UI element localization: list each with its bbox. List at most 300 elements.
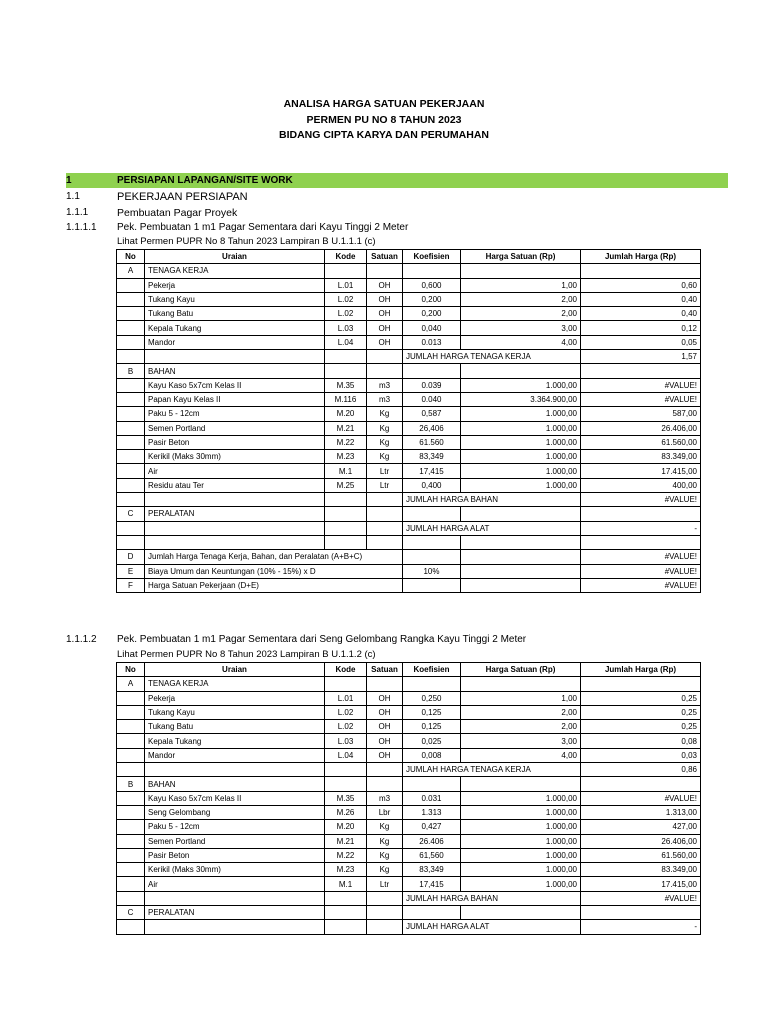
cell-kode: M.22 xyxy=(325,848,367,862)
cell-no xyxy=(117,478,145,492)
col-header-uraian: Uraian xyxy=(145,250,325,264)
cell-harga-satuan xyxy=(461,777,581,791)
cell-jumlah-harga: 0,25 xyxy=(581,691,701,705)
table-row xyxy=(117,877,701,891)
cell-satuan: OH xyxy=(367,335,403,349)
cell-uraian: Pasir Beton xyxy=(145,848,325,862)
cell-jumlah-harga: 17.415,00 xyxy=(581,877,701,891)
cell-koefisien: 0.013 xyxy=(403,335,461,349)
cell-jumlah-harga: #VALUE! xyxy=(581,791,701,805)
table-row xyxy=(117,891,701,905)
cell-satuan xyxy=(367,891,403,905)
cell-koefisien xyxy=(403,677,461,691)
cell-kode xyxy=(325,350,367,364)
section-1-1-number: 1.1 xyxy=(66,191,80,202)
cell-no xyxy=(117,805,145,819)
cell-uraian: Kepala Tukang xyxy=(145,734,325,748)
cell-no xyxy=(117,791,145,805)
col-header-no: No xyxy=(117,250,145,264)
table-row xyxy=(117,906,701,920)
table-row xyxy=(117,691,701,705)
cell-no xyxy=(117,435,145,449)
table-row xyxy=(117,920,701,934)
col-header-no: No xyxy=(117,663,145,677)
cell-koefisien: 0.039 xyxy=(403,378,461,392)
cell-kode: M.21 xyxy=(325,834,367,848)
cell-no xyxy=(117,691,145,705)
table-row xyxy=(117,292,701,306)
cell-kode xyxy=(325,521,367,535)
cell-uraian: Mandor xyxy=(145,748,325,762)
cell-no: F xyxy=(117,578,145,592)
table-row xyxy=(117,450,701,464)
cell-uraian: Kayu Kaso 5x7cm Kelas II xyxy=(145,791,325,805)
cell-kode xyxy=(325,777,367,791)
cell-no xyxy=(117,278,145,292)
cell-jumlah-harga: 1,57 xyxy=(581,350,701,364)
table-row xyxy=(117,677,701,691)
document-title-block xyxy=(0,97,768,144)
cell-uraian: TENAGA KERJA xyxy=(145,264,325,278)
cell-harga-satuan: 1.000,00 xyxy=(461,450,581,464)
cell-koefisien xyxy=(403,578,461,592)
cell-no xyxy=(117,877,145,891)
cell-satuan: m3 xyxy=(367,392,403,406)
cell-no xyxy=(117,521,145,535)
cell-jumlah-harga: 26.406,00 xyxy=(581,421,701,435)
cell-no xyxy=(117,834,145,848)
table-row xyxy=(117,478,701,492)
cell-jumlah-harga: 0,40 xyxy=(581,307,701,321)
cell-uraian: Semen Portland xyxy=(145,834,325,848)
document-subtitle-regulation: PERMEN PU NO 8 TAHUN 2023 xyxy=(306,113,462,126)
cell-koefisien: JUMLAH HARGA TENAGA KERJA xyxy=(403,350,581,364)
table-row xyxy=(117,421,701,435)
cell-harga-satuan: 4,00 xyxy=(461,748,581,762)
cell-uraian xyxy=(145,920,325,934)
cell-uraian: Pasir Beton xyxy=(145,435,325,449)
cell-koefisien: 1.313 xyxy=(403,805,461,819)
cell-kode: M.35 xyxy=(325,791,367,805)
col-header-jumlah-harga: Jumlah Harga (Rp) xyxy=(581,250,701,264)
cell-kode: L.04 xyxy=(325,335,367,349)
table-row xyxy=(117,720,701,734)
cell-satuan: OH xyxy=(367,691,403,705)
cell-uraian xyxy=(145,763,325,777)
cell-satuan xyxy=(367,906,403,920)
table-row xyxy=(117,435,701,449)
cell-satuan: Lbr xyxy=(367,805,403,819)
col-header-satuan: Satuan xyxy=(367,663,403,677)
cell-kode xyxy=(325,535,367,549)
cell-harga-satuan: 1.000,00 xyxy=(461,834,581,848)
cell-uraian: Mandor xyxy=(145,335,325,349)
cell-satuan xyxy=(367,920,403,934)
cell-koefisien: 10% xyxy=(403,564,461,578)
cell-satuan xyxy=(367,535,403,549)
cell-uraian: Tukang Kayu xyxy=(145,705,325,719)
cell-jumlah-harga: 0,03 xyxy=(581,748,701,762)
cell-harga-satuan xyxy=(461,578,581,592)
work-1-number: 1.1.1.1 xyxy=(66,222,97,233)
cell-satuan: Kg xyxy=(367,834,403,848)
cell-koefisien: JUMLAH HARGA ALAT xyxy=(403,920,581,934)
cell-no: E xyxy=(117,564,145,578)
document-subtitle-field: BIDANG CIPTA KARYA DAN PERUMAHAN xyxy=(278,129,489,141)
table-row xyxy=(117,805,701,819)
cell-koefisien: 0,427 xyxy=(403,820,461,834)
cell-no xyxy=(117,763,145,777)
cell-koefisien: 26.406 xyxy=(403,834,461,848)
cell-harga-satuan: 2,00 xyxy=(461,720,581,734)
cell-satuan: Kg xyxy=(367,848,403,862)
section-1-header xyxy=(66,173,728,188)
cell-satuan xyxy=(367,763,403,777)
cell-koefisien: 0.031 xyxy=(403,791,461,805)
cell-no: C xyxy=(117,507,145,521)
cell-satuan: m3 xyxy=(367,378,403,392)
cell-harga-satuan xyxy=(461,264,581,278)
cell-harga-satuan: 1.000,00 xyxy=(461,407,581,421)
section-1-1-title: PEKERJAAN PERSIAPAN xyxy=(117,191,248,203)
section-1-1-1-number: 1.1.1 xyxy=(66,207,89,218)
cell-uraian: Kepala Tukang xyxy=(145,321,325,335)
cell-uraian: Tukang Kayu xyxy=(145,292,325,306)
document-title: ANALISA HARGA SATUAN PEKERJAAN xyxy=(283,98,485,110)
table-row xyxy=(117,578,701,592)
cell-uraian xyxy=(145,521,325,535)
cell-harga-satuan: 1.000,00 xyxy=(461,421,581,435)
col-header-kode: Kode xyxy=(325,663,367,677)
cell-koefisien: 0,125 xyxy=(403,705,461,719)
cell-uraian: PERALATAN xyxy=(145,906,325,920)
cell-jumlah-harga xyxy=(581,535,701,549)
col-header-harga-satuan: Harga Satuan (Rp) xyxy=(461,663,581,677)
table-row xyxy=(117,407,701,421)
cell-kode xyxy=(325,763,367,777)
cell-jumlah-harga: 17.415,00 xyxy=(581,464,701,478)
cell-satuan: Kg xyxy=(367,435,403,449)
cell-jumlah-harga xyxy=(581,677,701,691)
cell-koefisien xyxy=(403,906,461,920)
cell-no xyxy=(117,705,145,719)
cell-no xyxy=(117,920,145,934)
col-header-satuan: Satuan xyxy=(367,250,403,264)
work-2-number: 1.1.1.2 xyxy=(66,634,97,645)
cell-satuan: Kg xyxy=(367,421,403,435)
cell-no xyxy=(117,407,145,421)
cell-harga-satuan: 3.364.900,00 xyxy=(461,392,581,406)
cell-uraian: Air xyxy=(145,464,325,478)
cell-koefisien: 0,040 xyxy=(403,321,461,335)
cell-no xyxy=(117,891,145,905)
cell-koefisien: 83,349 xyxy=(403,450,461,464)
table-row xyxy=(117,493,701,507)
cell-jumlah-harga xyxy=(581,364,701,378)
cell-koefisien xyxy=(403,550,461,564)
cell-koefisien: 17,415 xyxy=(403,877,461,891)
cell-harga-satuan: 1.000,00 xyxy=(461,791,581,805)
cell-uraian xyxy=(145,891,325,905)
table-row xyxy=(117,791,701,805)
cell-harga-satuan: 1.000,00 xyxy=(461,378,581,392)
cell-koefisien xyxy=(403,777,461,791)
cell-kode: M.25 xyxy=(325,478,367,492)
table-row xyxy=(117,392,701,406)
cell-harga-satuan: 1.000,00 xyxy=(461,848,581,862)
cell-harga-satuan xyxy=(461,677,581,691)
cell-harga-satuan: 2,00 xyxy=(461,307,581,321)
col-header-harga-satuan: Harga Satuan (Rp) xyxy=(461,250,581,264)
cell-jumlah-harga: 1.313,00 xyxy=(581,805,701,819)
cell-jumlah-harga: 0,25 xyxy=(581,720,701,734)
cell-koefisien: 0,200 xyxy=(403,307,461,321)
cell-uraian: Paku 5 - 12cm xyxy=(145,820,325,834)
table-row xyxy=(117,834,701,848)
table-row xyxy=(117,564,701,578)
cell-no xyxy=(117,321,145,335)
cell-kode: L.03 xyxy=(325,734,367,748)
cell-harga-satuan: 1,00 xyxy=(461,278,581,292)
cell-uraian: BAHAN xyxy=(145,364,325,378)
cell-jumlah-harga: #VALUE! xyxy=(581,493,701,507)
col-header-uraian: Uraian xyxy=(145,663,325,677)
cell-koefisien: 0,587 xyxy=(403,407,461,421)
cell-satuan: OH xyxy=(367,748,403,762)
cell-jumlah-harga: #VALUE! xyxy=(581,392,701,406)
cell-kode xyxy=(325,507,367,521)
cell-no: C xyxy=(117,906,145,920)
section-1-title: PERSIAPAN LAPANGAN/SITE WORK xyxy=(117,175,293,186)
work-1-reference: Lihat Permen PUPR No 8 Tahun 2023 Lampiran B U.1.1.1 (c) xyxy=(117,236,376,247)
cell-no: B xyxy=(117,364,145,378)
cell-no: D xyxy=(117,550,145,564)
cell-uraian: BAHAN xyxy=(145,777,325,791)
cell-kode: M.20 xyxy=(325,407,367,421)
cell-jumlah-harga: #VALUE! xyxy=(581,378,701,392)
cell-jumlah-harga: #VALUE! xyxy=(581,550,701,564)
cell-jumlah-harga: 0,60 xyxy=(581,278,701,292)
cell-harga-satuan: 2,00 xyxy=(461,705,581,719)
table-row xyxy=(117,820,701,834)
table-row xyxy=(117,705,701,719)
cell-kode: M.21 xyxy=(325,421,367,435)
cell-kode xyxy=(325,891,367,905)
cell-kode xyxy=(325,364,367,378)
cell-uraian: Kerikil (Maks 30mm) xyxy=(145,450,325,464)
cell-no: A xyxy=(117,677,145,691)
cell-jumlah-harga xyxy=(581,906,701,920)
cell-kode xyxy=(325,677,367,691)
work-1-title: Pek. Pembuatan 1 m1 Pagar Sementara dari Kayu Tinggi 2 Meter xyxy=(117,222,409,233)
cell-uraian xyxy=(145,493,325,507)
cell-jumlah-harga: 0,86 xyxy=(581,763,701,777)
cell-jumlah-harga xyxy=(581,777,701,791)
cell-harga-satuan: 1.000,00 xyxy=(461,435,581,449)
cell-kode: L.04 xyxy=(325,748,367,762)
cell-satuan xyxy=(367,677,403,691)
cell-kode: M.23 xyxy=(325,450,367,464)
cell-satuan: OH xyxy=(367,307,403,321)
cell-koefisien: 83,349 xyxy=(403,863,461,877)
cell-koefisien: JUMLAH HARGA TENAGA KERJA xyxy=(403,763,581,777)
cell-no: B xyxy=(117,777,145,791)
cell-harga-satuan xyxy=(461,535,581,549)
cell-koefisien: 0,125 xyxy=(403,720,461,734)
cell-koefisien: JUMLAH HARGA ALAT xyxy=(403,521,581,535)
cell-jumlah-harga: 0,05 xyxy=(581,335,701,349)
cell-harga-satuan: 4,00 xyxy=(461,335,581,349)
table-row xyxy=(117,464,701,478)
cell-kode: L.01 xyxy=(325,691,367,705)
cell-harga-satuan xyxy=(461,507,581,521)
cell-kode: L.02 xyxy=(325,307,367,321)
cell-jumlah-harga: 400,00 xyxy=(581,478,701,492)
cell-satuan: Kg xyxy=(367,450,403,464)
cell-uraian xyxy=(145,350,325,364)
cell-uraian: Pekerja xyxy=(145,691,325,705)
cell-satuan: Ltr xyxy=(367,464,403,478)
cell-kode xyxy=(325,264,367,278)
table-row xyxy=(117,734,701,748)
cell-harga-satuan: 3,00 xyxy=(461,734,581,748)
table-row xyxy=(117,521,701,535)
cell-jumlah-harga: 0,08 xyxy=(581,734,701,748)
table-row xyxy=(117,535,701,549)
cell-uraian: Tukang Batu xyxy=(145,307,325,321)
cell-no xyxy=(117,748,145,762)
table-row xyxy=(117,364,701,378)
cell-uraian: PERALATAN xyxy=(145,507,325,521)
table-header-row xyxy=(117,250,701,264)
cell-satuan: OH xyxy=(367,321,403,335)
cell-uraian: Tukang Batu xyxy=(145,720,325,734)
cell-jumlah-harga: #VALUE! xyxy=(581,891,701,905)
cell-harga-satuan: 1,00 xyxy=(461,691,581,705)
table-row xyxy=(117,350,701,364)
cell-uraian: Jumlah Harga Tenaga Kerja, Bahan, dan Peralatan (A+B+C) xyxy=(145,550,403,564)
cell-harga-satuan: 1.000,00 xyxy=(461,805,581,819)
cell-kode: M.1 xyxy=(325,877,367,891)
cell-no xyxy=(117,378,145,392)
table-row xyxy=(117,763,701,777)
cell-harga-satuan xyxy=(461,906,581,920)
table-row xyxy=(117,278,701,292)
work-2-title: Pek. Pembuatan 1 m1 Pagar Sementara dari Seng Gelombang Rangka Kayu Tinggi 2 Meter xyxy=(117,634,527,645)
cell-kode: L.02 xyxy=(325,292,367,306)
cell-satuan xyxy=(367,521,403,535)
cell-koefisien xyxy=(403,507,461,521)
table-row xyxy=(117,550,701,564)
cell-kode: M.23 xyxy=(325,863,367,877)
cell-no xyxy=(117,848,145,862)
cell-no xyxy=(117,720,145,734)
cell-satuan xyxy=(367,493,403,507)
cell-kode: M.22 xyxy=(325,435,367,449)
cell-no xyxy=(117,350,145,364)
cell-jumlah-harga: 26.406,00 xyxy=(581,834,701,848)
cell-harga-satuan: 1.000,00 xyxy=(461,464,581,478)
cell-no xyxy=(117,464,145,478)
cell-satuan xyxy=(367,777,403,791)
cell-koefisien: 61,560 xyxy=(403,848,461,862)
cell-no xyxy=(117,535,145,549)
cell-no xyxy=(117,820,145,834)
section-1-1-1-title: Pembuatan Pagar Proyek xyxy=(117,207,238,219)
cell-harga-satuan: 1.000,00 xyxy=(461,820,581,834)
table-row xyxy=(117,335,701,349)
cell-koefisien: JUMLAH HARGA BAHAN xyxy=(403,493,581,507)
cell-kode: M.26 xyxy=(325,805,367,819)
cell-uraian: Papan Kayu Kelas II xyxy=(145,392,325,406)
cell-koefisien: 0,200 xyxy=(403,292,461,306)
cell-uraian: Pekerja xyxy=(145,278,325,292)
cell-koefisien: 0,400 xyxy=(403,478,461,492)
table-row xyxy=(117,264,701,278)
cell-uraian: TENAGA KERJA xyxy=(145,677,325,691)
cell-satuan: OH xyxy=(367,720,403,734)
cell-koefisien: 0,600 xyxy=(403,278,461,292)
work-1-analysis-table xyxy=(116,249,701,593)
cell-kode xyxy=(325,493,367,507)
col-header-jumlah-harga: Jumlah Harga (Rp) xyxy=(581,663,701,677)
cell-no xyxy=(117,493,145,507)
cell-no xyxy=(117,307,145,321)
cell-koefisien: 26,406 xyxy=(403,421,461,435)
section-1-number: 1 xyxy=(66,175,72,186)
table-row xyxy=(117,507,701,521)
cell-satuan: OH xyxy=(367,705,403,719)
cell-satuan: m3 xyxy=(367,791,403,805)
cell-satuan xyxy=(367,264,403,278)
cell-harga-satuan: 1.000,00 xyxy=(461,877,581,891)
cell-koefisien: 0,008 xyxy=(403,748,461,762)
work-2-analysis-table xyxy=(116,662,701,935)
cell-harga-satuan xyxy=(461,364,581,378)
col-header-koefisien: Koefisien xyxy=(403,250,461,264)
cell-jumlah-harga: 61.560,00 xyxy=(581,848,701,862)
cell-jumlah-harga: 61.560,00 xyxy=(581,435,701,449)
cell-uraian: Seng Gelombang xyxy=(145,805,325,819)
cell-no xyxy=(117,392,145,406)
cell-jumlah-harga: 83.349,00 xyxy=(581,863,701,877)
cell-jumlah-harga: 0,25 xyxy=(581,705,701,719)
table-row xyxy=(117,378,701,392)
cell-koefisien: 61.560 xyxy=(403,435,461,449)
table-row xyxy=(117,748,701,762)
cell-uraian: Paku 5 - 12cm xyxy=(145,407,325,421)
table-header-row xyxy=(117,663,701,677)
cell-jumlah-harga: 587,00 xyxy=(581,407,701,421)
cell-jumlah-harga: 0,40 xyxy=(581,292,701,306)
cell-uraian: Harga Satuan Pekerjaan (D+E) xyxy=(145,578,403,592)
cell-jumlah-harga: - xyxy=(581,521,701,535)
cell-jumlah-harga xyxy=(581,507,701,521)
table-row xyxy=(117,863,701,877)
cell-koefisien: 0,025 xyxy=(403,734,461,748)
cell-jumlah-harga: #VALUE! xyxy=(581,578,701,592)
cell-no xyxy=(117,292,145,306)
cell-satuan: OH xyxy=(367,292,403,306)
table-row xyxy=(117,307,701,321)
cell-jumlah-harga: #VALUE! xyxy=(581,564,701,578)
cell-koefisien: JUMLAH HARGA BAHAN xyxy=(403,891,581,905)
cell-uraian: Biaya Umum dan Keuntungan (10% - 15%) x D xyxy=(145,564,403,578)
cell-koefisien xyxy=(403,264,461,278)
cell-uraian: Air xyxy=(145,877,325,891)
table-row xyxy=(117,777,701,791)
work-2-reference: Lihat Permen PUPR No 8 Tahun 2023 Lampiran B U.1.1.2 (c) xyxy=(117,649,376,660)
